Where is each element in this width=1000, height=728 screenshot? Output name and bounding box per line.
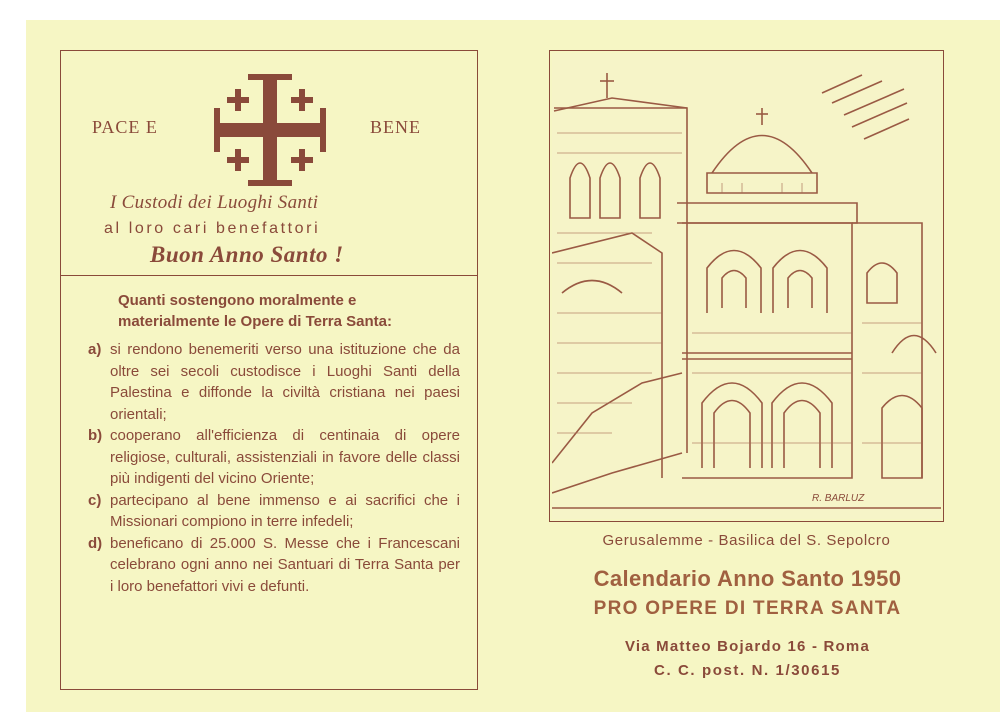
- address-line: Via Matteo Bojardo 16 - Roma: [624, 638, 871, 655]
- item-text: beneficano di 25.000 S. Messe che i Francescani celebrano ogni anno nei Santuari di Terra Santa per i loro benefattori vivi e defunti.: [110, 534, 460, 595]
- item-letter: d): [88, 534, 103, 552]
- calendar-subtitle: PRO OPERE DI TERRA SANTA: [593, 598, 902, 619]
- buon-anno-santo: Buon Anno Santo !: [150, 242, 344, 267]
- postal-account: C. C. post. N. 1/30615: [654, 662, 841, 679]
- calendar-title: Calendario Anno Santo 1950: [593, 566, 902, 591]
- benefits-list: [88, 339, 460, 597]
- jerusalem-cross-icon: [210, 70, 330, 190]
- illustration-caption: Gerusalemme - Basilica del S. Sepolcro: [602, 532, 891, 549]
- item-letter: b): [88, 427, 103, 444]
- list-item: [88, 339, 460, 425]
- item-text: si rendono benemeriti verso una istituzione che da oltre sei secoli custodisce i Luoghi Santi della Palestina e diffonde la civiltà cristiana nei paesi orientali;: [110, 341, 460, 423]
- item-letter: c): [88, 491, 102, 509]
- list-item: [88, 425, 460, 490]
- item-text: cooperano all'efficienza di centinaia di opere religiose, culturali, assistenziali in favore delle classi più indigenti del vicino Oriente;: [110, 427, 460, 487]
- bene-label: BENE: [370, 117, 421, 137]
- artist-signature: R. BARLUZ: [812, 493, 865, 504]
- benefits-intro: Quanti sostengono moralmente e materialmente le Opere di Terra Santa:: [118, 292, 392, 330]
- custodi-line: I Custodi dei Luoghi Santi: [110, 192, 319, 213]
- benefattori-line: al loro cari benefattori: [104, 220, 321, 237]
- item-text: partecipano al bene immenso e ai sacrifici che i Missionari compiono in terre infedeli;: [110, 491, 460, 530]
- basilica-illustration: [552, 53, 941, 519]
- pace-label: PACE E: [92, 117, 158, 137]
- item-letter: a): [88, 341, 102, 358]
- list-item: [88, 490, 460, 533]
- list-item: [88, 533, 460, 598]
